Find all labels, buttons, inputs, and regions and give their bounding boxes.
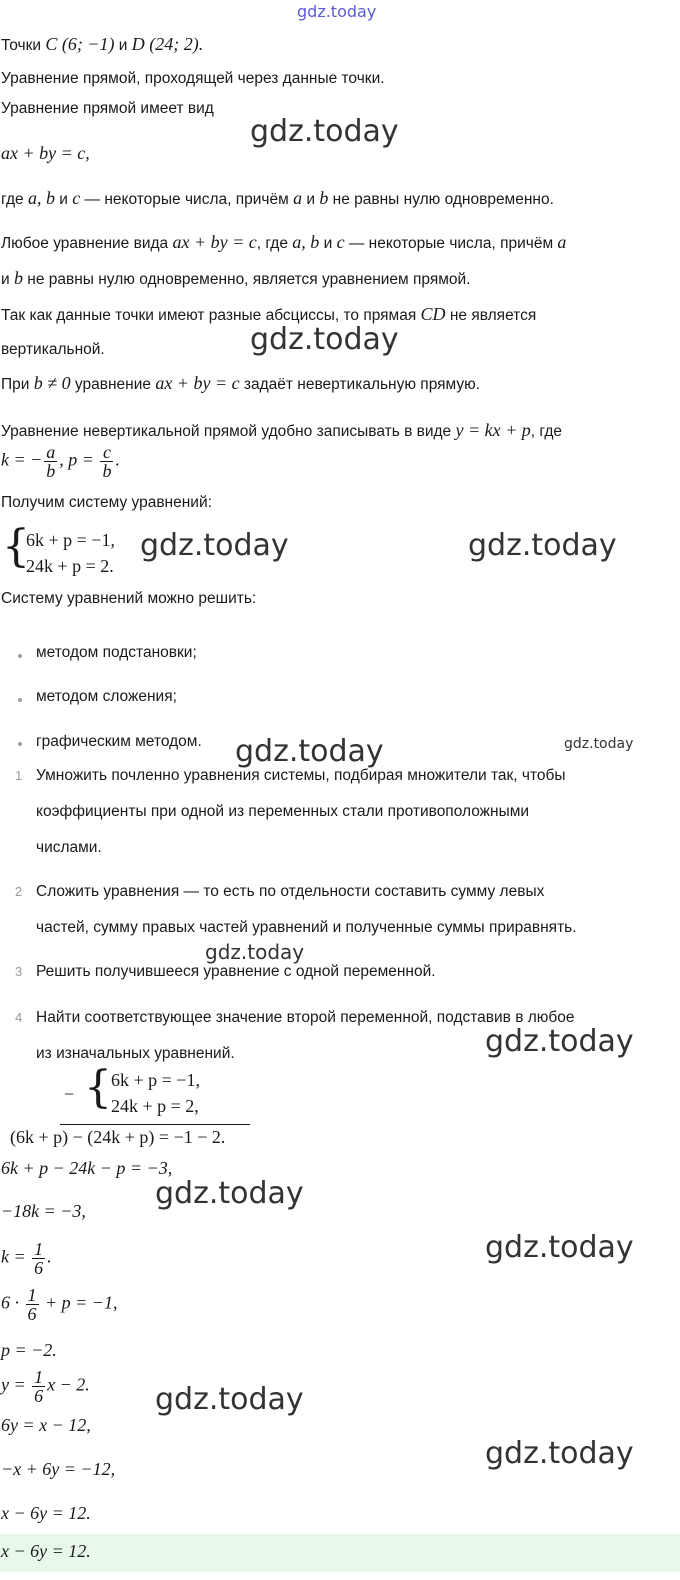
math: a, b: [292, 232, 320, 252]
k-p-definition: [1, 443, 120, 480]
equation: −x + 6y = −12,: [1, 1459, 116, 1479]
step-text: частей, сумму правых частей уравнений и полученные суммы приравнять.: [36, 919, 577, 936]
system-equation: 24k + p = 2,: [111, 1096, 199, 1116]
equation: [1, 1286, 117, 1323]
text: не равны нулю одновременно.: [328, 191, 554, 208]
equation: 6y = x − 12,: [1, 1415, 91, 1435]
fraction: [44, 443, 57, 480]
fraction: [26, 1286, 39, 1323]
text: задаёт невертикальную прямую.: [239, 376, 481, 393]
text: и: [54, 191, 73, 208]
text: не равны нулю одновременно, является уравнением прямой.: [22, 271, 471, 288]
math: ax + by = c: [155, 373, 240, 393]
equation: x − 6y = 12.: [1, 1503, 91, 1523]
system-brace: {: [2, 521, 30, 572]
text: , где: [256, 235, 293, 252]
paragraph: Уравнение прямой имеет вид: [1, 100, 214, 117]
text: — некоторые числа, причём: [80, 191, 294, 208]
text: уравнение: [70, 376, 156, 393]
equation: [1, 1240, 52, 1277]
step-text: числами.: [36, 839, 102, 856]
math: y = kx + p: [455, 420, 531, 440]
numerator: 1: [34, 1367, 44, 1387]
text: не является: [445, 307, 537, 324]
paragraph: [1, 232, 566, 253]
math: b ≠ 0: [33, 373, 71, 393]
math: + p = −1,: [40, 1292, 118, 1313]
fraction: [32, 1368, 45, 1405]
step-text: Умножить почленно уравнения системы, подбирая множители так, чтобы: [36, 767, 566, 784]
step-number: 1: [15, 768, 23, 783]
points-line: [1, 34, 203, 55]
text: где: [1, 191, 28, 208]
site-logo[interactable]: gdz.today: [297, 2, 377, 21]
text: — некоторые числа, причём: [344, 235, 558, 252]
watermark: gdz.today: [155, 1382, 304, 1417]
math: C (6; −1): [45, 34, 115, 54]
watermark: gdz.today: [250, 114, 399, 149]
step-text: Решить получившееся уравнение с одной переменной.: [36, 963, 436, 980]
equation: 6k + p − 24k − p = −3,: [1, 1158, 173, 1178]
paragraph: [1, 188, 554, 209]
step-text: Сложить уравнения — то есть по отдельности составить сумму левых: [36, 883, 545, 900]
math: k =: [1, 1246, 31, 1267]
paragraph: Систему уравнений можно решить:: [1, 590, 257, 607]
math: 6 ·: [1, 1292, 24, 1313]
watermark: gdz.today: [205, 940, 305, 964]
watermark: gdz.today: [468, 528, 617, 563]
math: , p =: [59, 449, 99, 470]
equation: [1, 1368, 90, 1405]
system-equation: 6k + p = −1,: [26, 530, 115, 550]
watermark: gdz.today: [155, 1176, 304, 1211]
step-text: коэффициенты при одной из переменных стали противоположными: [36, 803, 530, 820]
numerator: c: [102, 442, 111, 462]
math: a: [293, 188, 303, 208]
system-equation: 24k + p = 2.: [26, 556, 114, 576]
paragraph: вертикальной.: [1, 341, 105, 358]
math: a, b: [27, 188, 55, 208]
denominator: 6: [27, 1304, 37, 1324]
watermark: gdz.today: [485, 1024, 634, 1059]
denominator: b: [46, 461, 56, 481]
text: и: [302, 191, 320, 208]
list-bullet: [18, 698, 22, 702]
equation: −18k = −3,: [1, 1201, 86, 1221]
text: и: [319, 235, 337, 252]
subtraction-line: [60, 1124, 250, 1125]
list-item: методом подстановки;: [36, 644, 197, 661]
text: и: [1, 271, 14, 288]
equation: (6k + p) − (24k + p) = −1 − 2.: [10, 1127, 226, 1147]
system-equation: 6k + p = −1,: [111, 1070, 200, 1090]
numerator: 1: [27, 1285, 37, 1305]
math: .: [115, 449, 120, 470]
numerator: 1: [34, 1239, 44, 1259]
watermark: gdz.today: [485, 1436, 634, 1471]
watermark: gdz.today: [564, 736, 634, 752]
text: , где: [530, 423, 563, 440]
system-brace: {: [84, 1062, 112, 1113]
list-item: графическим методом.: [36, 733, 202, 750]
math: D (24; 2).: [131, 34, 204, 54]
math: ax + by = c: [172, 232, 257, 252]
fraction: [32, 1240, 45, 1277]
watermark: gdz.today: [140, 528, 289, 563]
math: c: [336, 232, 345, 252]
denominator: b: [102, 461, 112, 481]
watermark: gdz.today: [485, 1230, 634, 1265]
denominator: 6: [34, 1258, 44, 1278]
math: y =: [1, 1374, 31, 1395]
text: и: [114, 37, 132, 54]
text: Уравнение невертикальной прямой удобно записывать в виде: [1, 423, 456, 440]
math: k = −: [1, 449, 43, 470]
watermark: gdz.today: [235, 734, 384, 769]
paragraph: [1, 268, 471, 289]
math: b: [13, 268, 23, 288]
text: Точки: [1, 37, 46, 54]
math: c: [72, 188, 81, 208]
numerator: a: [46, 442, 56, 462]
text: Так как данные точки имеют разные абсциссы, то прямая: [1, 307, 421, 324]
list-bullet: [18, 654, 22, 658]
equation: ax + by = c,: [1, 143, 90, 163]
fraction: [100, 443, 113, 480]
step-number: 2: [15, 884, 23, 899]
math: x − 2.: [47, 1374, 90, 1395]
math: .: [47, 1246, 52, 1267]
step-text: Найти соответствующее значение второй переменной, подставив в любое: [36, 1009, 575, 1026]
denominator: 6: [34, 1386, 44, 1406]
paragraph: [1, 373, 480, 394]
list-item: методом сложения;: [36, 688, 177, 705]
math: b: [319, 188, 329, 208]
list-bullet: [18, 742, 22, 746]
answer-highlight: [0, 1534, 680, 1572]
paragraph: [1, 420, 562, 441]
paragraph: Получим систему уравнений:: [1, 494, 212, 511]
text: При: [1, 376, 34, 393]
equation: p = −2.: [1, 1340, 57, 1360]
math: a: [557, 232, 567, 252]
paragraph: Уравнение прямой, проходящей через данные точки.: [1, 70, 385, 87]
step-text: из изначальных уравнений.: [36, 1045, 235, 1062]
final-answer: x − 6y = 12.: [1, 1541, 91, 1561]
watermark: gdz.today: [250, 322, 399, 357]
minus-sign: −: [64, 1084, 75, 1104]
math: CD: [420, 304, 446, 324]
step-number: 4: [15, 1010, 23, 1025]
step-number: 3: [15, 964, 23, 979]
text: Любое уравнение вида: [1, 235, 173, 252]
